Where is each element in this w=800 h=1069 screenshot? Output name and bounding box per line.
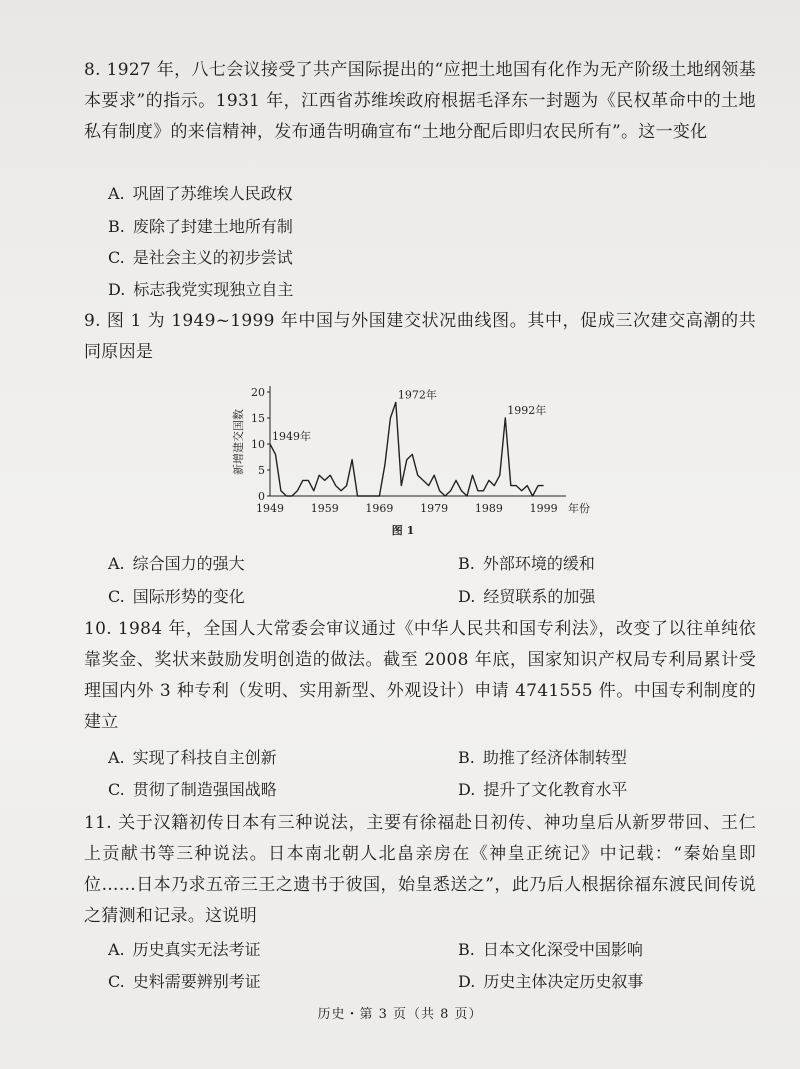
question-11-stem: 11. 关于汉籍初传日本有三种说法，主要有徐福赴日初传、神功皇后从新罗带回、王仁上贡献书等三种说法。日本南北朝人北畠亲房在《神皇正统记》中记载：“秦始皇即位……日本乃求五帝三王之遗书于彼国，始皇悉送之”，此乃后人根据徐福东渡民间传说之猜测和记录。这说明: [84, 813, 756, 926]
question-10: [84, 614, 756, 738]
y-tick-label: 5: [258, 464, 265, 477]
question-11-option-b[interactable]: B. 日本文化深受中国影响: [458, 940, 643, 959]
x-tick-label: 1989: [474, 502, 503, 515]
question-8-option-c[interactable]: C. 是社会主义的初步尝试: [108, 248, 293, 267]
annotation-label: 1992年: [507, 404, 547, 417]
question-9-option-a[interactable]: A. 综合国力的强大: [108, 554, 245, 573]
x-axis-label: 年份: [568, 502, 590, 515]
question-8-option-d[interactable]: D. 标志我党实现独立自主: [108, 280, 294, 299]
y-tick-label: 0: [258, 490, 265, 503]
page-footer: 历史・第 3 页（共 8 页）: [317, 1007, 483, 1022]
question-8: [84, 55, 756, 148]
question-8-stem: 8. 1927 年，八七会议接受了共产国际提出的“应把土地国有化作为无产阶级土地纲领基本要求”的指示。1931 年，江西省苏维埃政府根据毛泽东一封题为《民权革命中的土地私有制度》的来信精神，发布通告明确宣布“土地分配后即归农民所有”。这一变化: [84, 60, 756, 142]
question-10-option-c[interactable]: C. 贯彻了制造强国战略: [108, 780, 277, 799]
question-11-option-a[interactable]: A. 历史真实无法考证: [108, 940, 261, 959]
question-11: [84, 808, 756, 932]
question-11-option-c[interactable]: C. 史料需要辨别考证: [108, 972, 261, 991]
question-9-option-b[interactable]: B. 外部环境的缓和: [458, 554, 595, 573]
question-10-option-b[interactable]: B. 助推了经济体制转型: [458, 748, 627, 767]
question-10-option-d[interactable]: D. 提升了文化教育水平: [458, 780, 628, 799]
question-8-option-a[interactable]: A. 巩固了苏维埃人民政权: [108, 184, 293, 203]
x-tick-label: 1969: [365, 502, 394, 515]
y-tick-label: 20: [251, 386, 265, 399]
diplomatic-relations-chart: [226, 380, 618, 540]
series-line: [270, 402, 547, 496]
x-tick-label: 1949: [256, 502, 284, 515]
question-9-stem: 9. 图 1 为 1949~1999 年中国与外国建交状况曲线图。其中，促成三次建交高潮的共同原因是: [84, 311, 756, 362]
y-tick-label: 10: [251, 438, 265, 451]
question-9: [84, 306, 756, 368]
x-tick-label: 1959: [310, 502, 339, 515]
question-9-option-d[interactable]: D. 经贸联系的加强: [458, 587, 596, 606]
x-tick-label: 1999: [529, 502, 558, 515]
annotation-label: 1972年: [397, 388, 437, 402]
question-8-option-b[interactable]: B. 废除了封建土地所有制: [108, 217, 293, 236]
figure-1: [226, 380, 618, 540]
y-axis-label: 新增建交国数: [232, 409, 245, 475]
x-tick-label: 1979: [420, 502, 449, 515]
question-11-option-d[interactable]: D. 历史主体决定历史叙事: [458, 972, 644, 991]
question-10-option-a[interactable]: A. 实现了科技自主创新: [108, 748, 277, 767]
figure-caption: 图 1: [391, 524, 415, 537]
y-tick-label: 15: [251, 412, 265, 425]
annotation-label: 1949年: [272, 430, 311, 443]
question-10-stem: 10. 1984 年，全国人大常委会审议通过《中华人民共和国专利法》，改变了以往单纯依靠奖金、奖状来鼓励发明创造的做法。截至 2008 年底，国家知识产权局专利局累计受理国内外 3 种专利（发明、实用新型、外观设计）申请 4741555 件。中国专利制度的建立: [84, 619, 756, 732]
question-9-option-c[interactable]: C. 国际形势的变化: [108, 587, 245, 606]
